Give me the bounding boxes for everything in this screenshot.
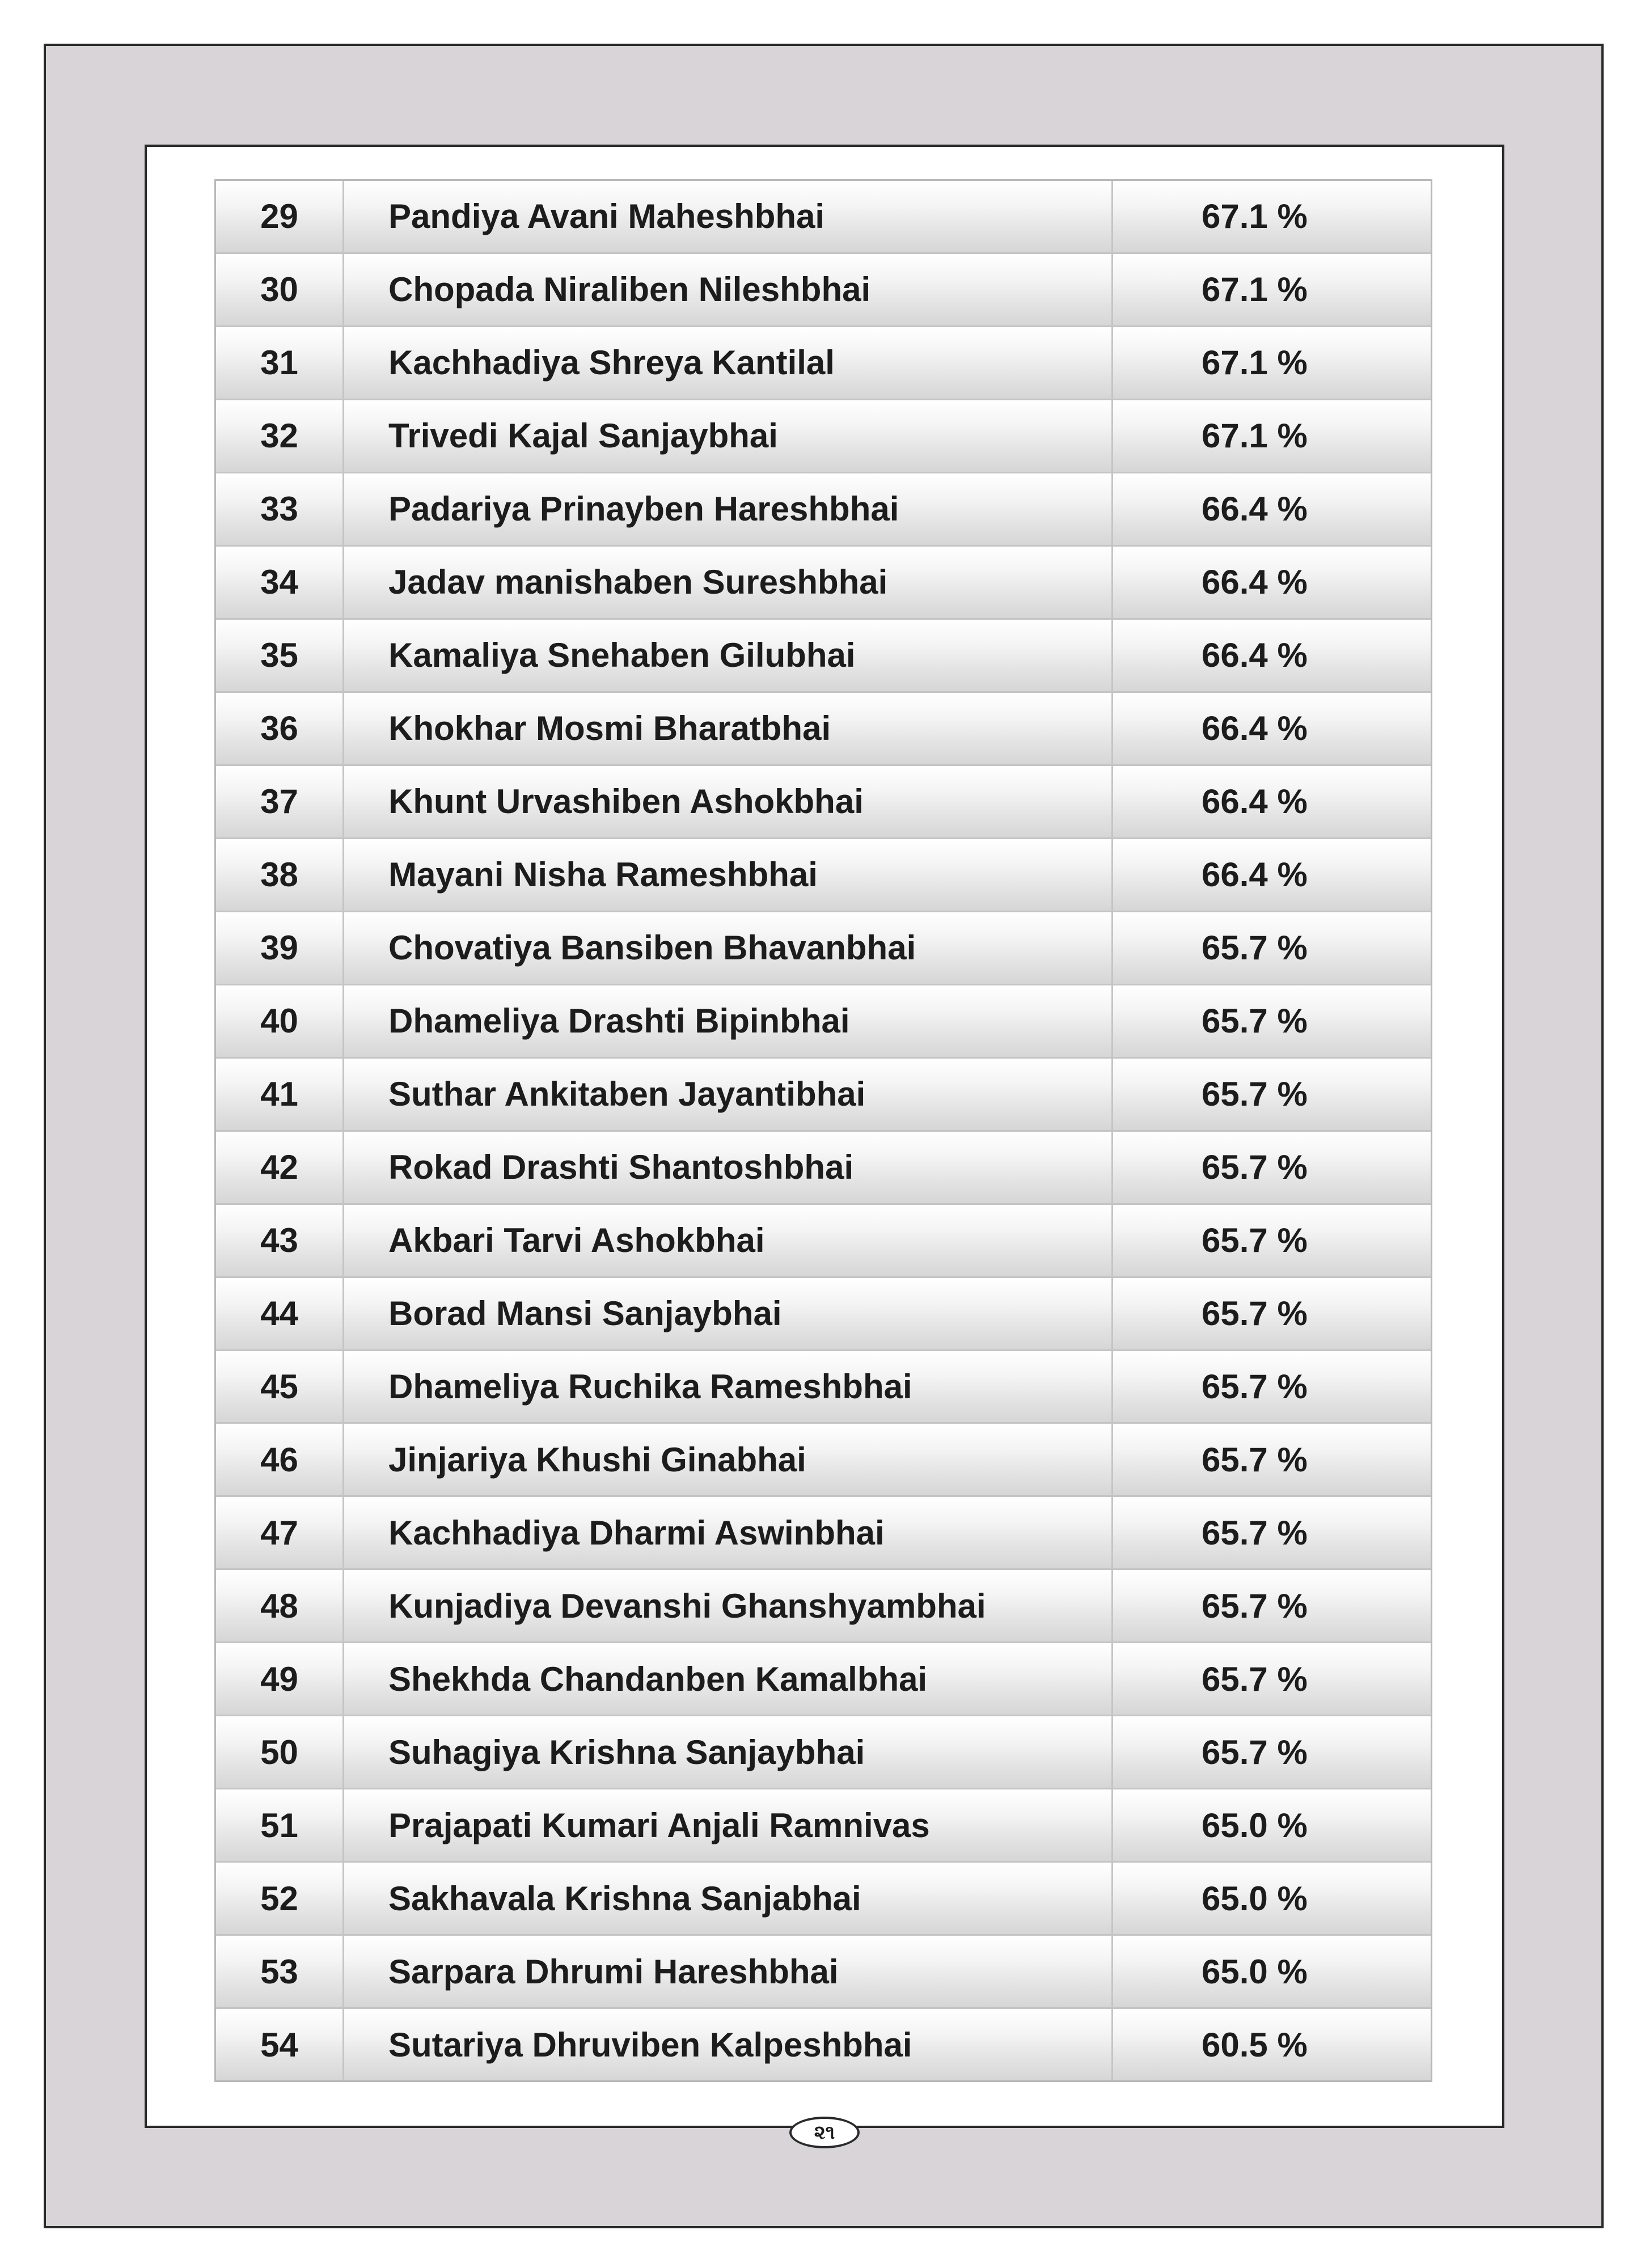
serial-number-cell: 32 — [216, 400, 344, 472]
serial-number-cell: 43 — [216, 1205, 344, 1276]
student-name-cell: Kunjadiya Devanshi Ghanshyambhai — [344, 1570, 1113, 1641]
serial-number-cell: 36 — [216, 693, 344, 764]
table-row — [216, 1570, 1431, 1643]
percentage-cell: 65.7 % — [1202, 1002, 1308, 1040]
percentage-cell: 67.1 % — [1202, 344, 1308, 382]
percentage-cell: 67.1 % — [1202, 417, 1308, 455]
table-row — [216, 254, 1431, 327]
serial-number-cell: 45 — [216, 1351, 344, 1423]
results-table — [214, 179, 1432, 2082]
serial-number-cell: 52 — [216, 1863, 344, 1934]
table-row — [216, 473, 1431, 547]
student-name-cell: Borad Mansi Sanjaybhai — [344, 1278, 1113, 1349]
percentage-cell: 66.4 % — [1202, 782, 1308, 821]
student-name-cell: Suhagiya Krishna Sanjaybhai — [344, 1716, 1113, 1788]
percentage-cell: 65.0 % — [1202, 1879, 1308, 1918]
percentage-cell: 65.7 % — [1202, 1586, 1308, 1625]
student-name-cell: Sakhavala Krishna Sanjabhai — [344, 1863, 1113, 1934]
serial-number-cell: 50 — [216, 1716, 344, 1788]
percentage-cell: 66.4 % — [1202, 709, 1308, 748]
percentage-cell: 65.7 % — [1202, 1148, 1308, 1187]
table-row — [216, 1424, 1431, 1497]
student-name-cell: Jinjariya Khushi Ginabhai — [344, 1424, 1113, 1495]
table-row — [216, 1716, 1431, 1789]
percentage-cell: 65.7 % — [1202, 1367, 1308, 1406]
serial-number-cell: 44 — [216, 1278, 344, 1349]
serial-number-cell: 53 — [216, 1936, 344, 2007]
serial-number-cell: 37 — [216, 766, 344, 837]
table-row — [216, 766, 1431, 839]
table-row — [216, 1863, 1431, 1936]
table-row — [216, 620, 1431, 693]
serial-number-cell: 54 — [216, 2009, 344, 2080]
table-row — [216, 1789, 1431, 1863]
percentage-cell: 66.4 % — [1202, 636, 1308, 675]
table-row — [216, 1205, 1431, 1278]
percentage-cell: 66.4 % — [1202, 563, 1308, 602]
table-row — [216, 2009, 1431, 2080]
serial-number-cell: 31 — [216, 327, 344, 399]
serial-number-cell: 29 — [216, 181, 344, 252]
serial-number-cell: 30 — [216, 254, 344, 325]
student-name-cell: Chovatiya Bansiben Bhavanbhai — [344, 912, 1113, 984]
table-row — [216, 693, 1431, 766]
percentage-cell: 66.4 % — [1202, 490, 1308, 528]
student-name-cell: Dhameliya Ruchika Rameshbhai — [344, 1351, 1113, 1423]
page-number: ૨૧ — [789, 2117, 860, 2148]
student-name-cell: Sutariya Dhruviben Kalpeshbhai — [344, 2009, 1113, 2080]
serial-number-cell: 47 — [216, 1497, 344, 1568]
percentage-cell: 65.0 % — [1202, 1806, 1308, 1844]
serial-number-cell: 38 — [216, 839, 344, 911]
table-row — [216, 912, 1431, 985]
table-row — [216, 327, 1431, 400]
percentage-cell: 65.7 % — [1202, 1294, 1308, 1333]
table-row — [216, 1351, 1431, 1424]
serial-number-cell: 51 — [216, 1789, 344, 1861]
serial-number-cell: 42 — [216, 1132, 344, 1203]
percentage-cell: 65.7 % — [1202, 1440, 1308, 1479]
percentage-cell: 65.7 % — [1202, 1513, 1308, 1552]
student-name-cell: Khokhar Mosmi Bharatbhai — [344, 693, 1113, 764]
serial-number-cell: 48 — [216, 1570, 344, 1641]
student-name-cell: Mayani Nisha Rameshbhai — [344, 839, 1113, 911]
table-row — [216, 547, 1431, 620]
serial-number-cell: 49 — [216, 1643, 344, 1715]
student-name-cell: Jadav manishaben Sureshbhai — [344, 547, 1113, 618]
percentage-cell: 67.1 % — [1202, 270, 1308, 309]
table-row — [216, 839, 1431, 912]
student-name-cell: Dhameliya Drashti Bipinbhai — [344, 985, 1113, 1057]
student-name-cell: Trivedi Kajal Sanjaybhai — [344, 400, 1113, 472]
table-row — [216, 1643, 1431, 1716]
student-name-cell: Prajapati Kumari Anjali Ramnivas — [344, 1789, 1113, 1861]
percentage-cell: 65.7 % — [1202, 1733, 1308, 1771]
table-row — [216, 1278, 1431, 1351]
serial-number-cell: 41 — [216, 1059, 344, 1130]
serial-number-cell: 46 — [216, 1424, 344, 1495]
table-row — [216, 400, 1431, 473]
student-name-cell: Sarpara Dhrumi Hareshbhai — [344, 1936, 1113, 2007]
percentage-cell: 65.7 % — [1202, 1075, 1308, 1114]
serial-number-cell: 39 — [216, 912, 344, 984]
table-row — [216, 1132, 1431, 1205]
serial-number-cell: 40 — [216, 985, 344, 1057]
student-name-cell: Suthar Ankitaben Jayantibhai — [344, 1059, 1113, 1130]
student-name-cell: Kachhadiya Shreya Kantilal — [344, 327, 1113, 399]
student-name-cell: Khunt Urvashiben Ashokbhai — [344, 766, 1113, 837]
percentage-cell: 65.7 % — [1202, 1660, 1308, 1698]
table-row — [216, 1497, 1431, 1570]
table-row — [216, 1059, 1431, 1132]
student-name-cell: Chopada Niraliben Nileshbhai — [344, 254, 1113, 325]
serial-number-cell: 33 — [216, 473, 344, 545]
student-name-cell: Akbari Tarvi Ashokbhai — [344, 1205, 1113, 1276]
student-name-cell: Kamaliya Snehaben Gilubhai — [344, 620, 1113, 691]
percentage-cell: 65.7 % — [1202, 1221, 1308, 1260]
percentage-cell: 65.0 % — [1202, 1952, 1308, 1991]
percentage-cell: 60.5 % — [1202, 2025, 1308, 2064]
student-name-cell: Kachhadiya Dharmi Aswinbhai — [344, 1497, 1113, 1568]
student-name-cell: Pandiya Avani Maheshbhai — [344, 181, 1113, 252]
student-name-cell: Padariya Prinayben Hareshbhai — [344, 473, 1113, 545]
percentage-cell: 66.4 % — [1202, 856, 1308, 894]
serial-number-cell: 35 — [216, 620, 344, 691]
percentage-cell: 65.7 % — [1202, 929, 1308, 967]
student-name-cell: Rokad Drashti Shantoshbhai — [344, 1132, 1113, 1203]
student-name-cell: Shekhda Chandanben Kamalbhai — [344, 1643, 1113, 1715]
table-row — [216, 985, 1431, 1059]
table-row — [216, 181, 1431, 254]
serial-number-cell: 34 — [216, 547, 344, 618]
percentage-cell: 67.1 % — [1202, 197, 1308, 236]
table-row — [216, 1936, 1431, 2009]
